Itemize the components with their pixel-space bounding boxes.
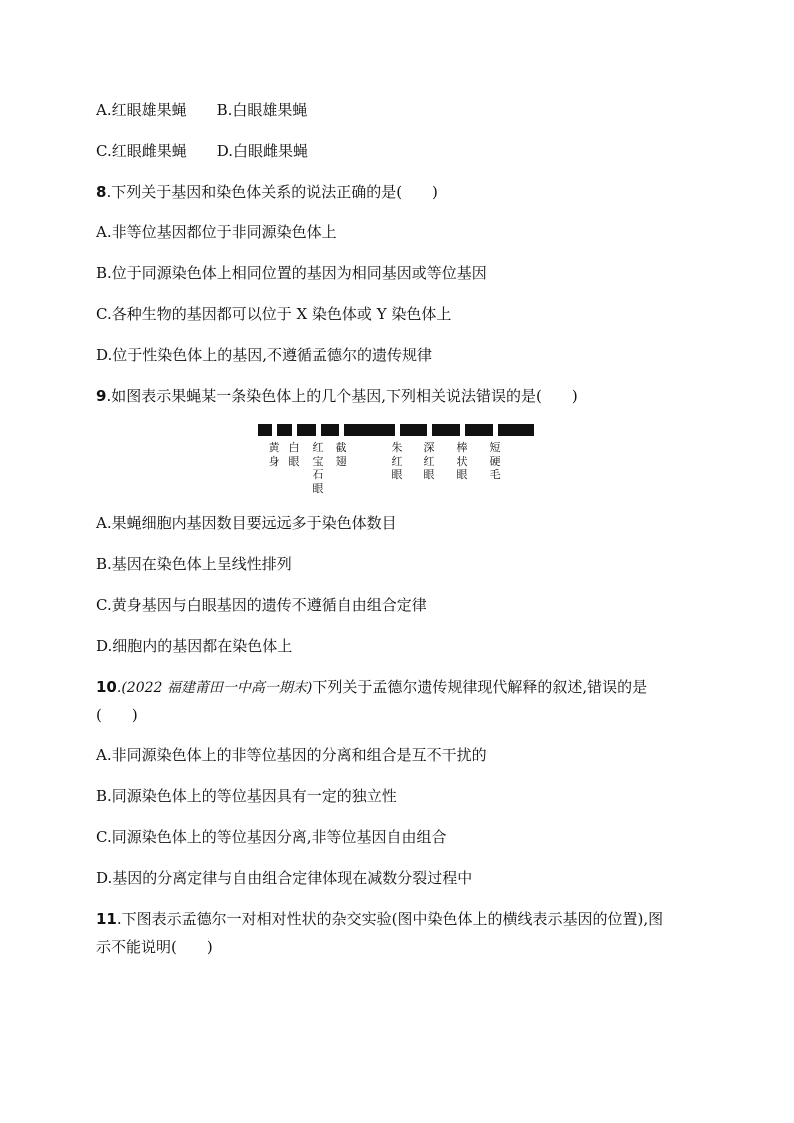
gene-label-8: 短 硬 毛 xyxy=(489,441,501,481)
q8-option-a: A.非等位基因都位于非同源染色体上 xyxy=(96,223,337,241)
q9-option-c: C.黄身基因与白眼基因的遗传不遵循自由组合定律 xyxy=(96,596,427,614)
gene-band-2 xyxy=(292,424,297,436)
gene-label-4: 截 翅 xyxy=(335,441,347,468)
q11-number: 11 xyxy=(96,910,117,928)
q9-number: 9 xyxy=(96,387,107,405)
q7-options-row-2 xyxy=(96,141,308,161)
gene-band-1 xyxy=(272,424,277,436)
q10-option-b: B.同源染色体上的等位基因具有一定的独立性 xyxy=(96,787,397,805)
q8-number: 8 xyxy=(96,183,107,201)
q9-option-d: D.细胞内的基因都在染色体上 xyxy=(96,637,293,655)
gene-label-3: 红 宝 石 眼 xyxy=(312,441,324,495)
q10-stem-text: 下列关于孟德尔遗传规律现代解释的叙述,错误的是 xyxy=(312,678,648,696)
gene-band-4 xyxy=(339,424,344,436)
q7-option-a: A.红眼雄果蝇 xyxy=(96,101,187,119)
q7-option-d: D.白眼雌果蝇 xyxy=(216,142,308,160)
q8-option-c: C.各种生物的基因都可以位于 X 染色体或 Y 染色体上 xyxy=(96,305,452,323)
q10-source: .(2022 福建莆田一中高一期末) xyxy=(116,680,313,696)
q11-stem xyxy=(96,909,663,929)
q9-option-b: B.基因在染色体上呈线性排列 xyxy=(96,555,292,573)
gene-label-6: 深 红 眼 xyxy=(423,441,435,481)
gene-band-7 xyxy=(460,424,465,436)
gene-label-2: 白 眼 xyxy=(288,441,300,468)
q9-option-a: A.果蝇细胞内基因数目要远远多于染色体数目 xyxy=(96,514,397,532)
gene-band-3 xyxy=(316,424,321,436)
q8-stem-text: .下列关于基因和染色体关系的说法正确的是( ) xyxy=(106,183,438,201)
q7-options-row-1 xyxy=(96,100,307,120)
q11-stem-cont: 示不能说明( ) xyxy=(96,938,213,956)
q8-stem xyxy=(96,182,438,202)
q10-option-c: C.同源染色体上的等位基因分离,非等位基因自由组合 xyxy=(96,828,447,846)
q9-stem-text: .如图表示果蝇某一条染色体上的几个基因,下列相关说法错误的是( ) xyxy=(106,387,578,405)
q10-option-d: D.基因的分离定律与自由组合定律体现在减数分裂过程中 xyxy=(96,869,473,887)
q8-option-b: B.位于同源染色体上相同位置的基因为相同基因或等位基因 xyxy=(96,264,487,282)
q7-option-b: B.白眼雄果蝇 xyxy=(216,101,308,119)
gene-label-1: 黄 身 xyxy=(268,441,280,468)
q8-option-d: D.位于性染色体上的基因,不遵循孟德尔的遗传规律 xyxy=(96,346,433,364)
q10-option-a: A.非同源染色体上的非等位基因的分离和组合是互不干扰的 xyxy=(96,746,487,764)
q11-stem-text: .下图表示孟德尔一对相对性状的杂交实验(图中染色体上的横线表示基因的位置),图 xyxy=(116,910,664,928)
q10-stem xyxy=(96,677,647,698)
gene-band-6 xyxy=(427,424,432,436)
gene-band-5 xyxy=(395,424,400,436)
q10-stem-cont: ( ) xyxy=(96,706,138,724)
gene-label-7: 棒 状 眼 xyxy=(456,441,468,481)
gene-label-5: 朱 红 眼 xyxy=(391,441,403,481)
q10-number: 10 xyxy=(96,678,117,696)
q7-option-c: C.红眼雌果蝇 xyxy=(96,142,187,160)
q9-stem xyxy=(96,386,578,406)
gene-band-8 xyxy=(493,424,498,436)
chromosome-gene-diagram xyxy=(258,420,538,500)
